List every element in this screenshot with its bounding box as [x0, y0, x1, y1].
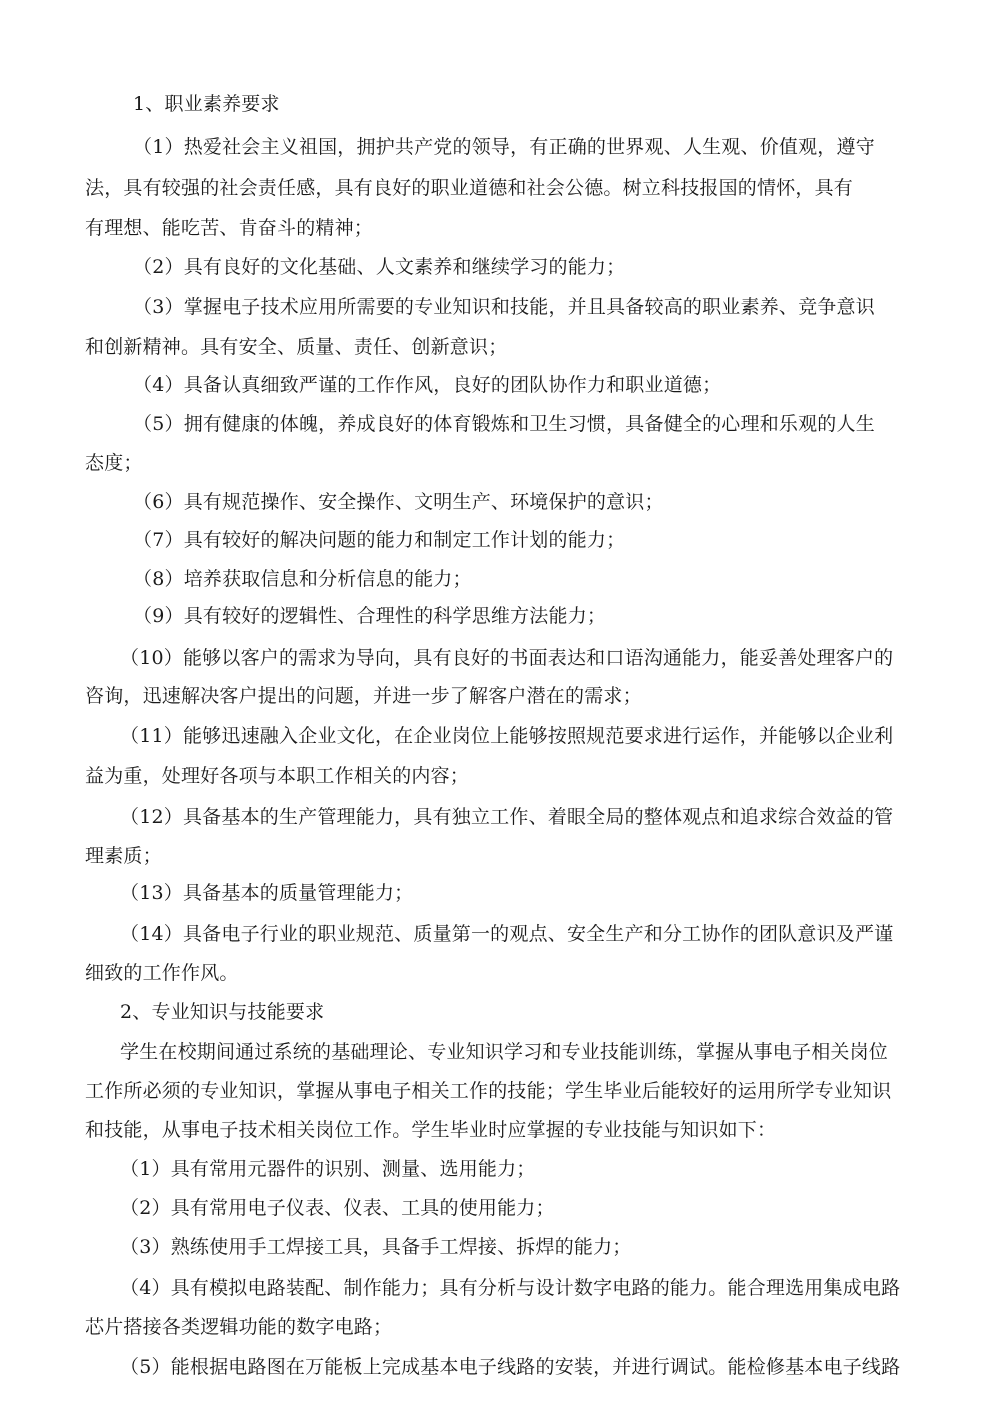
section2-intro-line1: 学生在校期间通过系统的基础理论、专业知识学习和专业技能训练，掌握从事电子相关岗位 [120, 1041, 889, 1063]
section1-item10-line2: 咨询，迅速解决客户提出的问题，并进一步了解客户潜在的需求； [85, 685, 642, 707]
section1-item1-line3: 有理想、能吃苦、肯奋斗的精神； [85, 217, 374, 239]
section1-item7-line1: （7）具有较好的解决问题的能力和制定工作计划的能力； [133, 529, 626, 551]
section2-heading: 2、专业知识与技能要求 [120, 1001, 325, 1023]
section1-item11-line2: 益为重，处理好各项与本职工作相关的内容； [85, 765, 470, 787]
section1-item14-line2: 细致的工作作风。 [85, 962, 239, 984]
section2-intro-line2: 工作所必须的专业知识，掌握从事电子相关工作的技能；学生毕业后能较好的运用所学专业知识 [85, 1080, 892, 1102]
section1-item9-line1: （9）具有较好的逻辑性、合理性的科学思维方法能力； [133, 605, 607, 627]
section2-item2-line1: （2）具有常用电子仪表、仪表、工具的使用能力； [120, 1197, 555, 1219]
section1-item6-line1: （6）具有规范操作、安全操作、文明生产、环境保护的意识； [133, 491, 664, 513]
section2-item4-line2: 芯片搭接各类逻辑功能的数字电路； [85, 1316, 393, 1338]
section1-item4-line1: （4）具备认真细致严谨的工作作风，良好的团队协作力和职业道德； [133, 374, 722, 396]
section2-item5-line1: （5）能根据电路图在万能板上完成基本电子线路的安装，并进行调试。能检修基本电子线路 [120, 1356, 901, 1378]
section2-item4-line1: （4）具有模拟电路装配、制作能力；具有分析与设计数字电路的能力。能合理选用集成电路 [120, 1277, 901, 1299]
section1-item2-line1: （2）具有良好的文化基础、人文素养和继续学习的能力； [133, 256, 626, 278]
section2-item3-line1: （3）熟练使用手工焊接工具，具备手工焊接、拆焊的能力； [120, 1236, 632, 1258]
section1-item12-line1: （12）具备基本的生产管理能力，具有独立工作、着眼全局的整体观点和追求综合效益的管 [120, 806, 894, 828]
section1-item5-line1: （5）拥有健康的体魄，养成良好的体育锻炼和卫生习惯，具备健全的心理和乐观的人生 [133, 413, 875, 435]
section1-item3-line1: （3）掌握电子技术应用所需要的专业知识和技能，并且具备较高的职业素养、竞争意识 [133, 296, 875, 318]
section1-heading: 1、职业素养要求 [133, 93, 280, 115]
section2-intro-line3: 和技能，从事电子技术相关岗位工作。学生毕业时应掌握的专业技能与知识如下： [85, 1119, 777, 1141]
section1-item14-line1: （14）具备电子行业的职业规范、质量第一的观点、安全生产和分工协作的团队意识及严谨 [120, 923, 894, 945]
section1-item12-line2: 理素质； [85, 845, 162, 867]
section2-item1-line1: （1）具有常用元器件的识别、测量、选用能力； [120, 1158, 536, 1180]
section1-item10-line1: （10）能够以客户的需求为导向，具有良好的书面表达和口语沟通能力，能妥善处理客户的 [120, 647, 894, 669]
section1-item1-line1: （1）热爱社会主义祖国，拥护共产党的领导，有正确的世界观、人生观、价值观，遵守 [133, 136, 875, 158]
section1-item5-line2: 态度； [85, 452, 143, 474]
section1-item11-line1: （11）能够迅速融入企业文化，在企业岗位上能够按照规范要求进行运作，并能够以企业利 [120, 725, 894, 747]
section1-item8-line1: （8）培养获取信息和分析信息的能力； [133, 568, 472, 590]
section1-item13-line1: （13）具备基本的质量管理能力； [120, 882, 414, 904]
section1-item1-line2: 法，具有较强的社会责任感，具有良好的职业道德和社会公德。树立科技报国的情怀，具有 [85, 177, 854, 199]
section1-item3-line2: 和创新精神。具有安全、质量、责任、创新意识； [85, 336, 508, 358]
